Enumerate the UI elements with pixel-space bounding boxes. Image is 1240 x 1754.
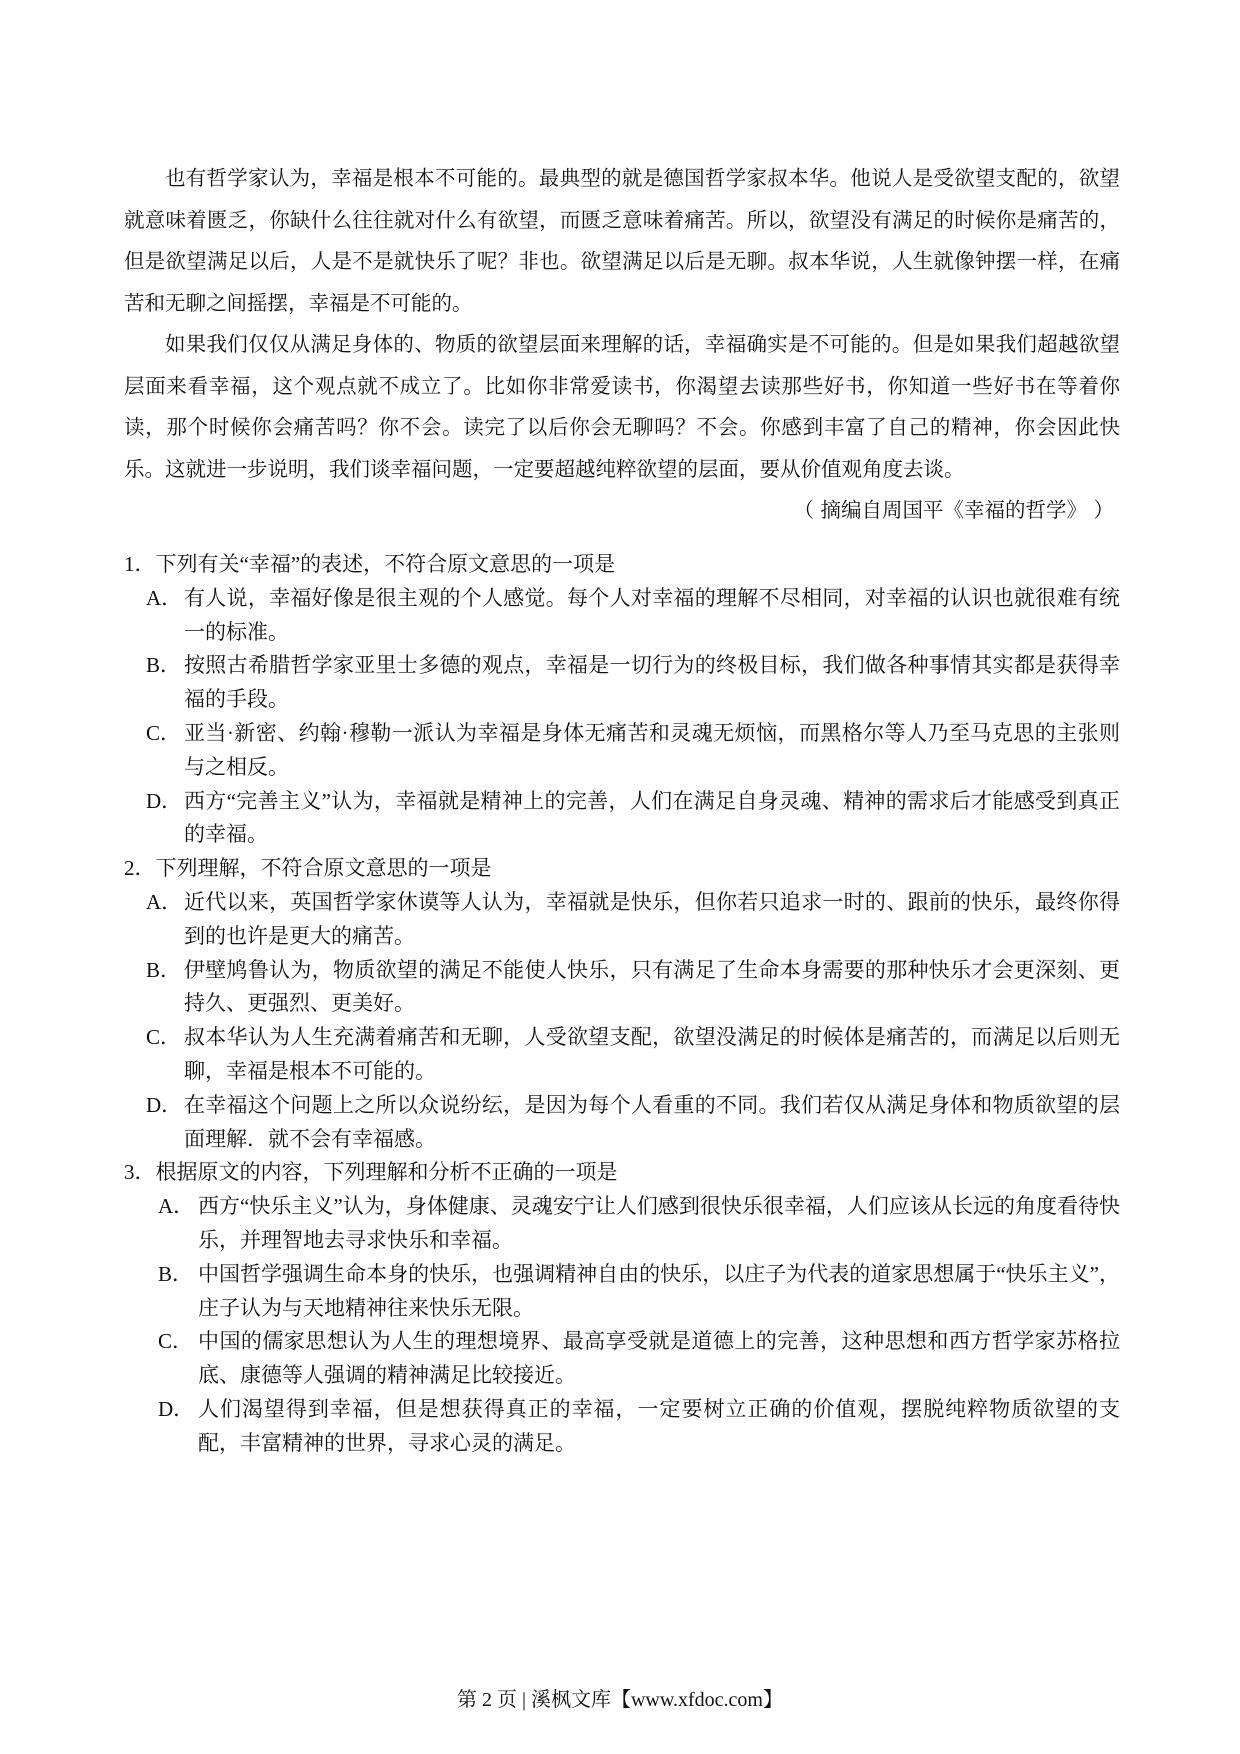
option-text: 有人说，幸福好像是很主观的个人感觉。每个人对幸福的理解不尽相同，对幸福的认识也就很难有统一的标准。 [184,585,1120,644]
question-2 [124,852,1120,1156]
question-stem: 1．下列有关“幸福”的表述，不符合原文意思的一项是 [124,552,616,576]
option-letter: C． [146,720,182,745]
question-3 [124,1156,1120,1460]
option-letter: B． [158,1261,194,1286]
reading-passage [124,158,1120,532]
option-letter: D． [146,1092,183,1117]
page-footer: 第 2 页 | 溪枫文库【www.xfdoc.com】 [456,1689,783,1711]
option-letter: A． [146,585,183,610]
option-a [124,1190,1120,1258]
option-text: 西方“快乐主义”认为，身体健康、灵魂安宁让人们感到很快乐很幸福，人们应该从长远的角度看待快乐，并理智地去寻求快乐和幸福。 [198,1194,1120,1252]
option-d [124,785,1120,853]
option-a [124,886,1120,954]
option-text: 中国哲学强调生命本身的快乐，也强调精神自由的快乐，以庄子为代表的道家思想属于“快乐主义”，庄子认为与天地精神往来快乐无限。 [198,1261,1120,1320]
passage-paragraph: 如果我们仅仅从满足身体的、物质的欲望层面来理解的话，幸福确实是不可能的。但是如果我们超越欲望层面来看幸福，这个观点就不成立了。比如你非常爱读书，你渴望去读那些好书，你知道一些好书在等着你读，那个时候你会痛苦吗？你不会。读完了以后你会无聊吗？不会。你感到丰富了自己的精神，你会因此快乐。这就进一步说明，我们谈幸福问题，一定要超越纯粹欲望的层面，要从价值观角度去谈。 [124,332,1120,481]
option-c [124,717,1120,785]
passage-source: （ 摘编自周国平《幸福的哲学》 ） [793,498,1114,522]
option-letter: C． [146,1025,182,1050]
option-text: 在幸福这个问题上之所以众说纷纭，是因为每个人看重的不同。我们若仅从满足身体和物质欲望的层面理解．就不会有幸福感。 [184,1092,1120,1151]
option-text: 叔本华认为人生充满着痛苦和无聊，人受欲望支配，欲望没满足的时候体是痛苦的，而满足以后则无聊，幸福是根本不可能的。 [184,1025,1120,1083]
option-text: 按照古希腊哲学家亚里士多德的观点，幸福是一切行为的终极目标，我们做各种事情其实都是获得幸福的手段。 [184,653,1120,712]
option-text: 伊壁鸠鲁认为，物质欲望的满足不能使人快乐，只有满足了生命本身需要的那种快乐才会更深刻、更持久、更强烈、更美好。 [184,957,1120,1016]
option-b [124,1258,1120,1326]
option-letter: D． [158,1396,195,1421]
option-text: 亚当·新密、约翰·穆勒一派认为幸福是身体无痛苦和灵魂无烦恼，而黑格尔等人乃至马克思的主张则与之相反。 [184,720,1120,779]
option-letter: A． [158,1194,195,1219]
option-d [124,1089,1120,1157]
option-letter: D． [146,788,183,813]
option-text: 人们渴望得到幸福，但是想获得真正的幸福，一定要树立正确的价值观，摆脱纯粹物质欲望的支配，丰富精神的世界，寻求心灵的满足。 [198,1396,1120,1455]
option-letter: A． [146,889,183,914]
option-b [124,649,1120,717]
option-text: 近代以来，英国哲学家休谟等人认为，幸福就是快乐，但你若只追求一时的、跟前的快乐，最终你得到的也许是更大的痛苦。 [184,889,1120,948]
option-text: 中国的儒家思想认为人生的理想境界、最高享受就是道德上的完善，这种思想和西方哲学家苏格拉底、康德等人强调的精神满足比较接近。 [198,1329,1120,1388]
option-text: 西方“完善主义”认为，幸福就是精神上的完善，人们在满足自身灵魂、精神的需求后才能感受到真正的幸福。 [184,788,1120,847]
option-letter: B． [146,653,182,678]
option-b [124,954,1120,1022]
option-c [124,1325,1120,1393]
question-stem: 3．根据原文的内容，下列理解和分析不正确的一项是 [124,1160,618,1185]
question-list [124,548,1120,1461]
option-letter: B． [146,957,182,982]
option-c [124,1021,1120,1089]
option-d [124,1393,1120,1461]
option-letter: C． [158,1329,194,1354]
question-1 [124,548,1120,852]
option-a [124,582,1120,650]
question-stem: 2．下列理解，不符合原文意思的一项是 [124,856,492,881]
passage-paragraph: 也有哲学家认为，幸福是根本不可能的。最典型的就是德国哲学家叔本华。他说人是受欲望支配的，欲望就意味着匮乏，你缺什么往往就对什么有欲望，而匮乏意味着痛苦。所以，欲望没有满足的时候你是痛苦的，但是欲望满足以后，人是不是就快乐了呢？非也。欲望满足以后是无聊。叔本华说，人生就像钟摆一样，在痛苦和无聊之间摇摆，幸福是不可能的。 [124,166,1120,315]
